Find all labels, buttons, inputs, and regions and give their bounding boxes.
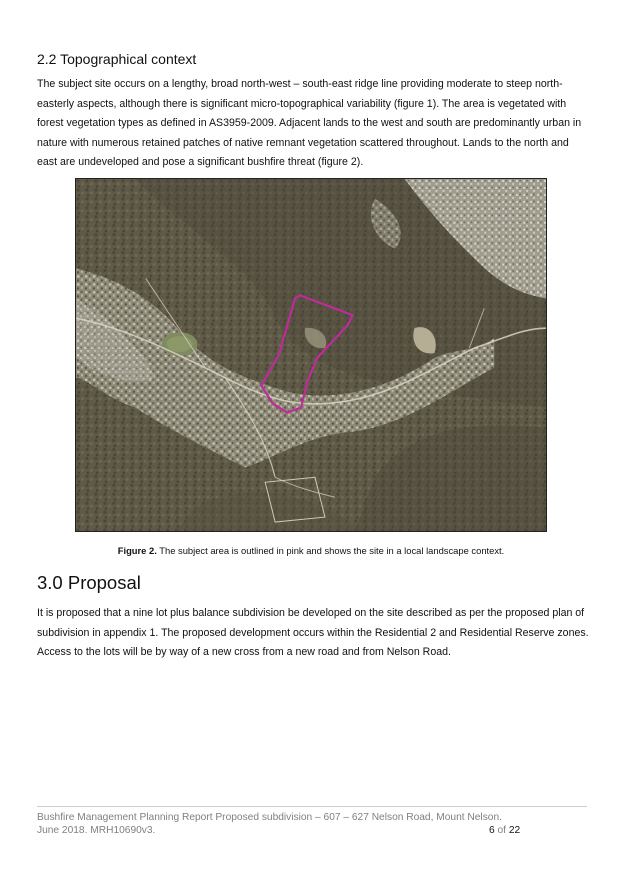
aerial-photo (76, 179, 546, 531)
page-of: of (494, 825, 509, 836)
figure-caption (0, 545, 622, 556)
page-total: 22 (508, 825, 521, 836)
topographical-context-paragraph: The subject site occurs on a lengthy, broad north-west – south-east ridge line providing moderate to steep north-easterly aspects, although there is significant micro-topographical variability (figure 1). The area is vegetated with forest vegetation types as defined in AS3959-2009. Adjacent lands to the west and south are predominantly urban in nature with numerous retained patches of native remnant vegetation scattered throughout. Lands to the north and east are undeveloped and pose a significant bushfire threat (figure 2). (37, 78, 582, 169)
footer-date-reference: June 2018. MRH10690v3. (37, 825, 156, 836)
footer-report-title: Bushfire Management Planning Report Proposed subdivision – 607 – 627 Nelson Road, Mount Nelson. (37, 812, 502, 823)
figure-label: Figure 2. (117, 545, 157, 556)
page-number (489, 824, 520, 837)
proposal-paragraph: It is proposed that a nine lot plus balance subdivision be developed on the site described as per the proposed plan of subdivision in appendix 1. The proposed development occurs within the Residential 2 and Residential Reserve zones. Access to the lots will be by way of a new cross from a new road and from Nelson Road. (37, 607, 589, 659)
page-current: 6 (489, 825, 495, 836)
section-heading-proposal: 3.0 Proposal (37, 572, 141, 593)
figure-caption-text: The subject area is outlined in pink and shows the site in a local landscape context. (156, 545, 505, 556)
aerial-site-image (75, 178, 547, 532)
footer-divider (37, 806, 587, 807)
page-footer (37, 811, 577, 837)
section-heading-topographical-context: 2.2 Topographical context (37, 51, 197, 67)
